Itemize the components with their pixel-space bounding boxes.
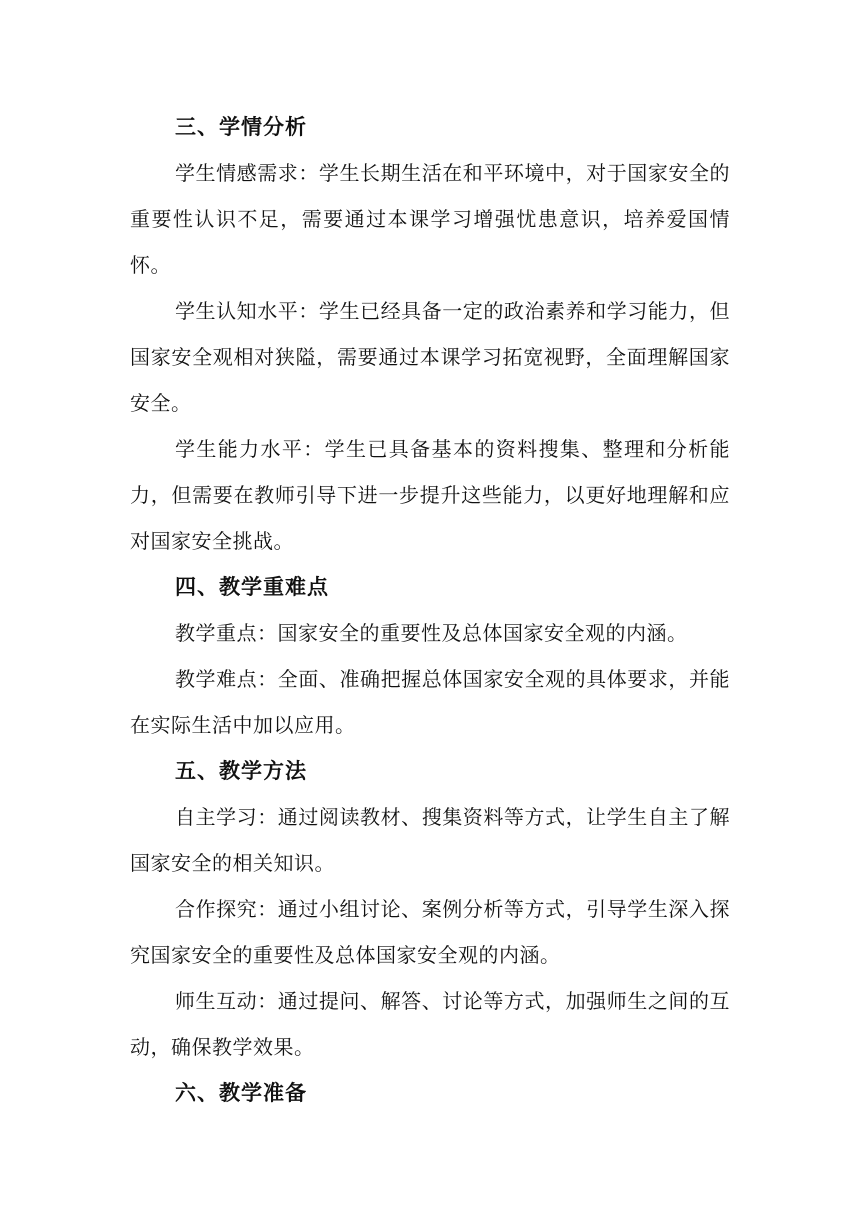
paragraph-teaching-focus: 教学重点：国家安全的重要性及总体国家安全观的内涵。	[175, 621, 688, 645]
paragraph-teacher-student-interaction: 师生互动：通过提问、解答、讨论等方式，加强师生之间的互动，确保教学效果。	[130, 989, 730, 1059]
paragraph-cognitive-level: 学生认知水平：学生已经具备一定的政治素养和学习能力，但国家安全观相对狭隘，需要通过本课学习拓宽视野，全面理解国家安全。	[130, 299, 730, 415]
paragraph-self-study: 自主学习：通过阅读教材、搜集资料等方式，让学生自主了解国家安全的相关知识。	[130, 805, 730, 875]
section-heading-teaching-preparation: 六、教学准备	[175, 1081, 307, 1105]
paragraph-cooperative-inquiry: 合作探究：通过小组讨论、案例分析等方式，引导学生深入探究国家安全的重要性及总体国家安全观的内涵。	[130, 897, 730, 967]
paragraph-ability-level: 学生能力水平：学生已具备基本的资料搜集、整理和分析能力，但需要在教师引导下进一步提升这些能力，以更好地理解和应对国家安全挑战。	[130, 437, 730, 553]
section-heading-learner-analysis: 三、学情分析	[175, 115, 307, 139]
paragraph-teaching-difficulty: 教学难点：全面、准确把握总体国家安全观的具体要求，并能在实际生活中加以应用。	[130, 667, 730, 737]
document-page	[130, 104, 730, 1116]
section-heading-key-points: 四、教学重难点	[175, 575, 329, 599]
paragraph-emotional-needs: 学生情感需求：学生长期生活在和平环境中，对于国家安全的重要性认识不足，需要通过本课学习增强忧患意识，培养爱国情怀。	[130, 161, 730, 277]
section-heading-teaching-methods: 五、教学方法	[175, 759, 307, 783]
